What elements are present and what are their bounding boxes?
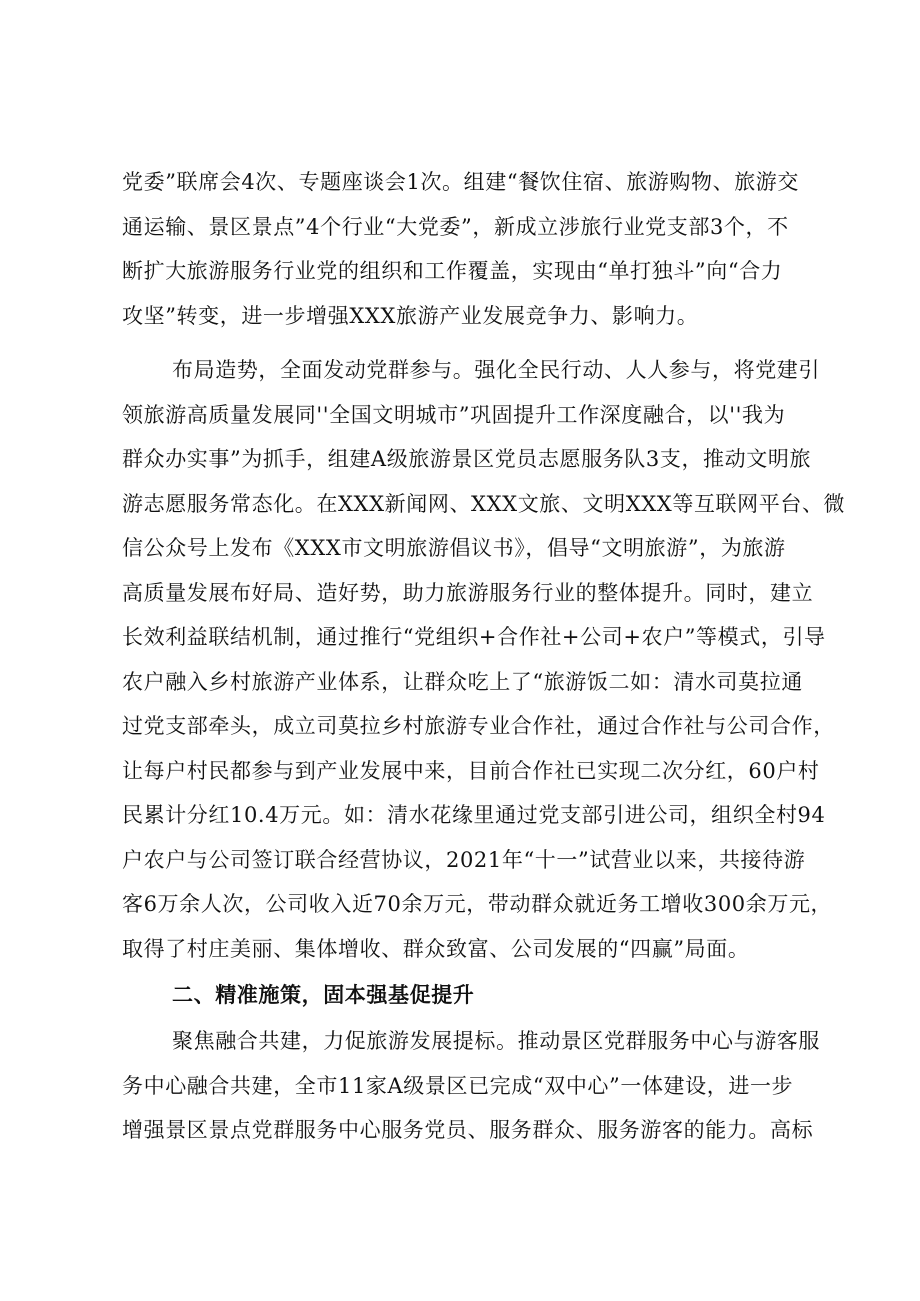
text-line: 户农户与公司签订联合经营协议，2021年“十一”试营业以来，共接待游 <box>122 847 806 872</box>
text-line: 民累计分红10.4万元。如：清水花缘里通过党支部引进公司，组织全村94 <box>122 803 826 827</box>
text-line: 领旅游高质量发展同''全国文明城市”巩固提升工作深度融合，以''我为 <box>122 402 786 427</box>
text-line: 聚焦融合共建，力促旅游发展提标。推动景区党群服务中心与游客服 <box>172 1029 820 1053</box>
text-line: 长效利益联结机制，通过推行“党组织+合作社+公司+农户”等模式，引导 <box>122 625 826 649</box>
text-line: 通运输、景区景点”4个行业“大党委”，新成立涉旅行业党支部3个，不 <box>122 214 789 239</box>
paragraph-1 <box>122 160 822 338</box>
text-line: 高质量发展布好局、造好势，助力旅游服务行业的整体提升。同时，建立 <box>122 580 814 605</box>
text-line: 增强景区景点党群服务中心服务党员、服务群众、服务游客的能力。高标 <box>122 1118 814 1142</box>
text-line: 农户融入乡村旅游产业体系，让群众吃上了“旅游饭二如：清水司莫拉通 <box>122 669 803 694</box>
text-line: 游志愿服务常态化。在XXX新闻网、XXX文旅、文明XXX等互联网平台、微 <box>122 491 846 516</box>
text-line: 取得了村庄美丽、集体增收、群众致富、公司发展的“四赢”局面。 <box>122 936 750 961</box>
paragraph-3 <box>122 1019 822 1153</box>
text-line: 断扩大旅游服务行业党的组织和工作覆盖，实现由“单打独斗”向“合力 <box>122 259 783 283</box>
text-line: 布局造势，全面发动党群参与。强化全民行动、人人参与，将党建引 <box>172 358 820 382</box>
text-line: 党委”联席会4次、专题座谈会1次。组建“餐饮住宿、旅游购物、旅游交 <box>122 170 799 194</box>
section-heading: 二、精准施策，固本强基促提升 <box>172 983 475 1007</box>
document-body <box>122 160 846 1153</box>
paragraph-gap <box>122 338 822 348</box>
paragraph-2 <box>122 348 846 971</box>
text-line: 客6万余人次，公司收入近70余万元，带动群众就近务工增收300余万元， <box>122 892 833 916</box>
text-line: 过党支部牵头，成立司莫拉乡村旅游专业合作社，通过合作社与公司合作， <box>122 714 835 738</box>
text-line: 务中心融合共建，全市11家A级景区已完成“双中心”一体建设，进一步 <box>122 1073 794 1098</box>
text-line: 信公众号上发布《XXX市文明旅游倡议书》，倡导“文明旅游”，为旅游 <box>122 536 786 560</box>
text-line: 让每户村民都参与到产业发展中来，目前合作社已实现二次分红，60户村 <box>122 758 820 783</box>
text-line: 群众办实事”为抓手，组建A级旅游景区党员志愿服务队3支，推动文明旅 <box>122 447 812 471</box>
text-line: 攻坚”转变，进一步增强XXX旅游产业发展竞争力、影响力。 <box>122 303 699 328</box>
